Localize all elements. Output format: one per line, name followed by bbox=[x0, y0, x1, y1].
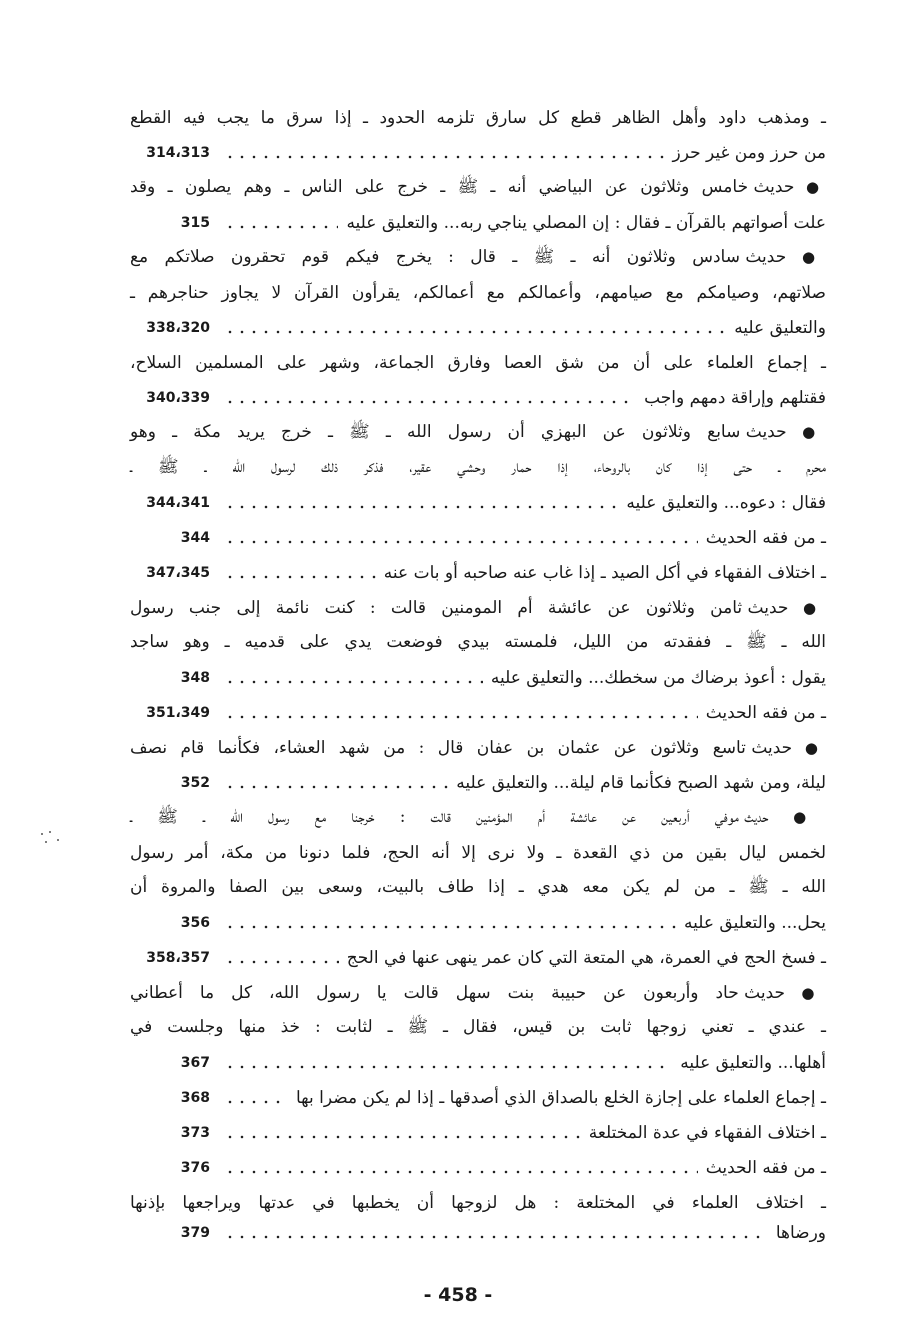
toc-entry-row bbox=[130, 908, 826, 938]
toc-page-ref: 373 bbox=[180, 1125, 210, 1141]
toc-page-ref: 347،345 bbox=[146, 565, 210, 581]
dot-leader bbox=[224, 155, 664, 159]
toc-page-ref: 340،339 bbox=[146, 390, 210, 406]
toc-entry-row bbox=[130, 663, 826, 693]
dot-leader bbox=[224, 680, 483, 684]
toc-text-row bbox=[130, 1013, 826, 1043]
toc-entry-text: ورضاها bbox=[775, 1223, 826, 1243]
toc-page-ref: 358،357 bbox=[146, 950, 210, 966]
toc-text-row bbox=[130, 453, 826, 483]
toc-text-row bbox=[130, 418, 826, 448]
toc-page-ref: 376 bbox=[180, 1160, 210, 1176]
toc-text-row bbox=[130, 803, 826, 833]
toc-entry-text: محرم ـ حتى إذا كان بالروحاء، إذا حمار وحشي عقير، فذكر ذلك لرسول الله ـ ﷺ ـ bbox=[130, 456, 826, 477]
toc-entry-text: الله ـ ﷺ ـ من لم يكن معه هدي ـ إذا طاف بالبيت، وسعى بين الصفا والمروة أن bbox=[130, 876, 826, 897]
toc-entry-row bbox=[130, 208, 826, 238]
dot-leader bbox=[224, 540, 698, 544]
toc-entry-row bbox=[130, 138, 826, 168]
toc-entry-text: لخمس ليال بقين من ذي القعدة ـ ولا نرى إلا أنه الحج، فلما دنونا من مكة، أمر رسول bbox=[130, 843, 826, 863]
toc-page-ref: 348 bbox=[180, 670, 210, 686]
toc-entry-text: ● حديث ثامن وثلاثون عن عائشة أم المومنين قالت : كنت نائمة إلى جنب رسول bbox=[130, 598, 826, 618]
toc-text-row bbox=[130, 278, 826, 308]
toc-text-row bbox=[130, 873, 826, 903]
toc-entry-text: فقال : دعوه... والتعليق عليه bbox=[626, 493, 826, 513]
dot-leader bbox=[224, 1235, 768, 1239]
toc-page-ref: 338،320 bbox=[146, 320, 210, 336]
toc-page-ref: 352 bbox=[180, 775, 210, 791]
dot-leader bbox=[224, 575, 376, 579]
toc-entry-text: يحل... والتعليق عليه bbox=[684, 913, 826, 933]
toc-text-row bbox=[130, 243, 826, 273]
toc-text-row bbox=[130, 103, 826, 133]
dot-leader bbox=[224, 925, 676, 929]
toc-entry-text: ـ اختلاف الفقهاء في أكل الصيد ـ إذا غاب عنه صاحبه أو بات عنه bbox=[383, 563, 826, 583]
toc-entry-row bbox=[130, 488, 826, 518]
dot-leader bbox=[224, 960, 339, 964]
toc-entry-row bbox=[130, 1153, 826, 1183]
toc-entry-text: والتعليق عليه bbox=[734, 318, 826, 338]
dot-leader bbox=[224, 715, 698, 719]
dot-leader bbox=[224, 1100, 288, 1104]
toc-entry-text: ـ عندي ـ تعني زوجها ثابت بن قيس، فقال ـ ﷺ ـ لثابت : خذ منها وجلست في bbox=[130, 1016, 826, 1037]
toc-text-row bbox=[130, 733, 826, 763]
margin-specks bbox=[36, 828, 66, 848]
toc-page-ref: 379 bbox=[180, 1225, 210, 1241]
toc-entry-text: فقتلهم وإراقة دمهم واجب bbox=[644, 388, 826, 408]
toc-page-ref: 351،349 bbox=[146, 705, 210, 721]
toc-text-row bbox=[130, 1188, 826, 1218]
toc-text-row bbox=[130, 838, 826, 868]
toc-entry-row bbox=[130, 383, 826, 413]
toc-entry-row bbox=[130, 523, 826, 553]
toc-entry-text: ● حديث سادس وثلاثون أنه ـ ﷺ ـ قال : يخرج فيكم قوم تحقرون صلاتكم مع bbox=[130, 246, 826, 271]
dot-leader bbox=[224, 400, 636, 404]
toc-entry-row bbox=[130, 943, 826, 973]
dot-leader bbox=[224, 1065, 672, 1069]
toc-entry-text: أهلها... والتعليق عليه bbox=[680, 1053, 826, 1073]
toc-entry-text: ● حديث سابع وثلاثون عن البهزي أن رسول الله ـ ﷺ ـ خرج يريد مكة ـ وهو bbox=[130, 421, 826, 446]
toc-entry-row bbox=[130, 768, 826, 798]
toc-entry-text: ـ اختلاف العلماء في المختلعة : هل لزوجها أن يخطبها في عدتها ويراجعها بإذنها bbox=[130, 1193, 826, 1213]
toc-entry-text: ـ ومذهب داود وأهل الظاهر قطع كل سارق تلزمه الحدود ـ إذا سرق ما يجب فيه القطع bbox=[130, 108, 826, 128]
toc-entry-text: ـ من فقه الحديث bbox=[705, 528, 826, 548]
toc-entry-row bbox=[130, 1118, 826, 1148]
toc-entry-row bbox=[130, 1218, 826, 1248]
toc-page-ref: 344 bbox=[180, 530, 210, 546]
toc-entry-row bbox=[130, 1048, 826, 1078]
toc-entry-text: ● حديث تاسع وثلاثون عن عثمان بن عفان قال : من شهد العشاء، فكأنما قام نصف bbox=[130, 738, 826, 758]
dot-leader bbox=[224, 505, 618, 509]
dot-leader bbox=[224, 330, 726, 334]
toc-entry-row bbox=[130, 1083, 826, 1113]
toc-entry-text: ـ إجماع العلماء على إجازة الخلع بالصداق الذي أصدقها ـ إذا لم يكن مضرا بها bbox=[295, 1088, 826, 1108]
toc-page-ref: 344،341 bbox=[146, 495, 210, 511]
toc-entry-text: علت أصواتهم بالقرآن ـ فقال : إن المصلي يناجي ربه... والتعليق عليه bbox=[346, 213, 826, 233]
toc-entry-text: ـ إجماع العلماء على أن من شق العصا وفارق الجماعة، وشهر على المسلمين السلاح، bbox=[130, 353, 826, 373]
page-number: - 458 - bbox=[423, 1284, 493, 1306]
dot-leader bbox=[224, 785, 448, 789]
toc-entry-text: صلاتهم، وصيامكم مع صيامهم، وأعمالكم مع أعمالكم، يقرأون القرآن لا يجاوز حناجرهم ـ bbox=[130, 283, 826, 303]
toc-page-ref: 368 bbox=[180, 1090, 210, 1106]
toc-entry-text: ● حديث حاد وأربعون عن حبيبة بنت سهل قالت يا رسول الله، كل ما أعطاني bbox=[130, 983, 826, 1003]
toc-entry-text: يقول : أعوذ برضاك من سخطك... والتعليق عليه bbox=[490, 668, 826, 688]
toc-entry-text: ـ من فقه الحديث bbox=[705, 1158, 826, 1178]
toc-page-ref: 367 bbox=[180, 1055, 210, 1071]
toc-entry-text: ● حديث خامس وثلاثون عن البياضي أنه ـ ﷺ ـ خرج على الناس ـ وهم يصلون ـ وقد bbox=[130, 176, 826, 201]
toc-entry-row bbox=[130, 698, 826, 728]
toc-text-row bbox=[130, 628, 826, 658]
toc-text-row bbox=[130, 593, 826, 623]
toc-page-ref: 314،313 bbox=[146, 145, 210, 161]
toc-page-ref: 356 bbox=[180, 915, 210, 931]
toc-entry-row bbox=[130, 313, 826, 343]
toc-entry-text: ـ من فقه الحديث bbox=[705, 703, 826, 723]
toc-entry-text: من حرز ومن غير حرز bbox=[672, 143, 826, 163]
toc-text-row bbox=[130, 978, 826, 1008]
toc-entry-text: ● حديث موفي أربعين عن عائشة أم المؤمنين قالت : خرجنا مع رسول الله ـ ﷺ ـ bbox=[130, 806, 826, 831]
dot-leader bbox=[224, 1135, 581, 1139]
toc-entry-text: الله ـ ﷺ ـ ففقدته من الليل، فلمسته بيدي فوضعت يدي على قدميه ـ وهو ساجد bbox=[130, 631, 826, 652]
toc-page-ref: 315 bbox=[180, 215, 210, 231]
toc-entry-text: ـ فسخ الحج في العمرة، هي المتعة التي كان عمر ينهى عنها في الحج bbox=[346, 948, 826, 968]
dot-leader bbox=[224, 225, 338, 229]
toc-entry-row bbox=[130, 558, 826, 588]
dot-leader bbox=[224, 1170, 698, 1174]
toc-entry-text: ليلة، ومن شهد الصبح فكأنما قام ليلة... والتعليق عليه bbox=[456, 773, 826, 793]
toc-entry-text: ـ اختلاف الفقهاء في عدة المختلعة bbox=[588, 1123, 826, 1143]
toc-text-row bbox=[130, 348, 826, 378]
toc-text-row bbox=[130, 173, 826, 203]
